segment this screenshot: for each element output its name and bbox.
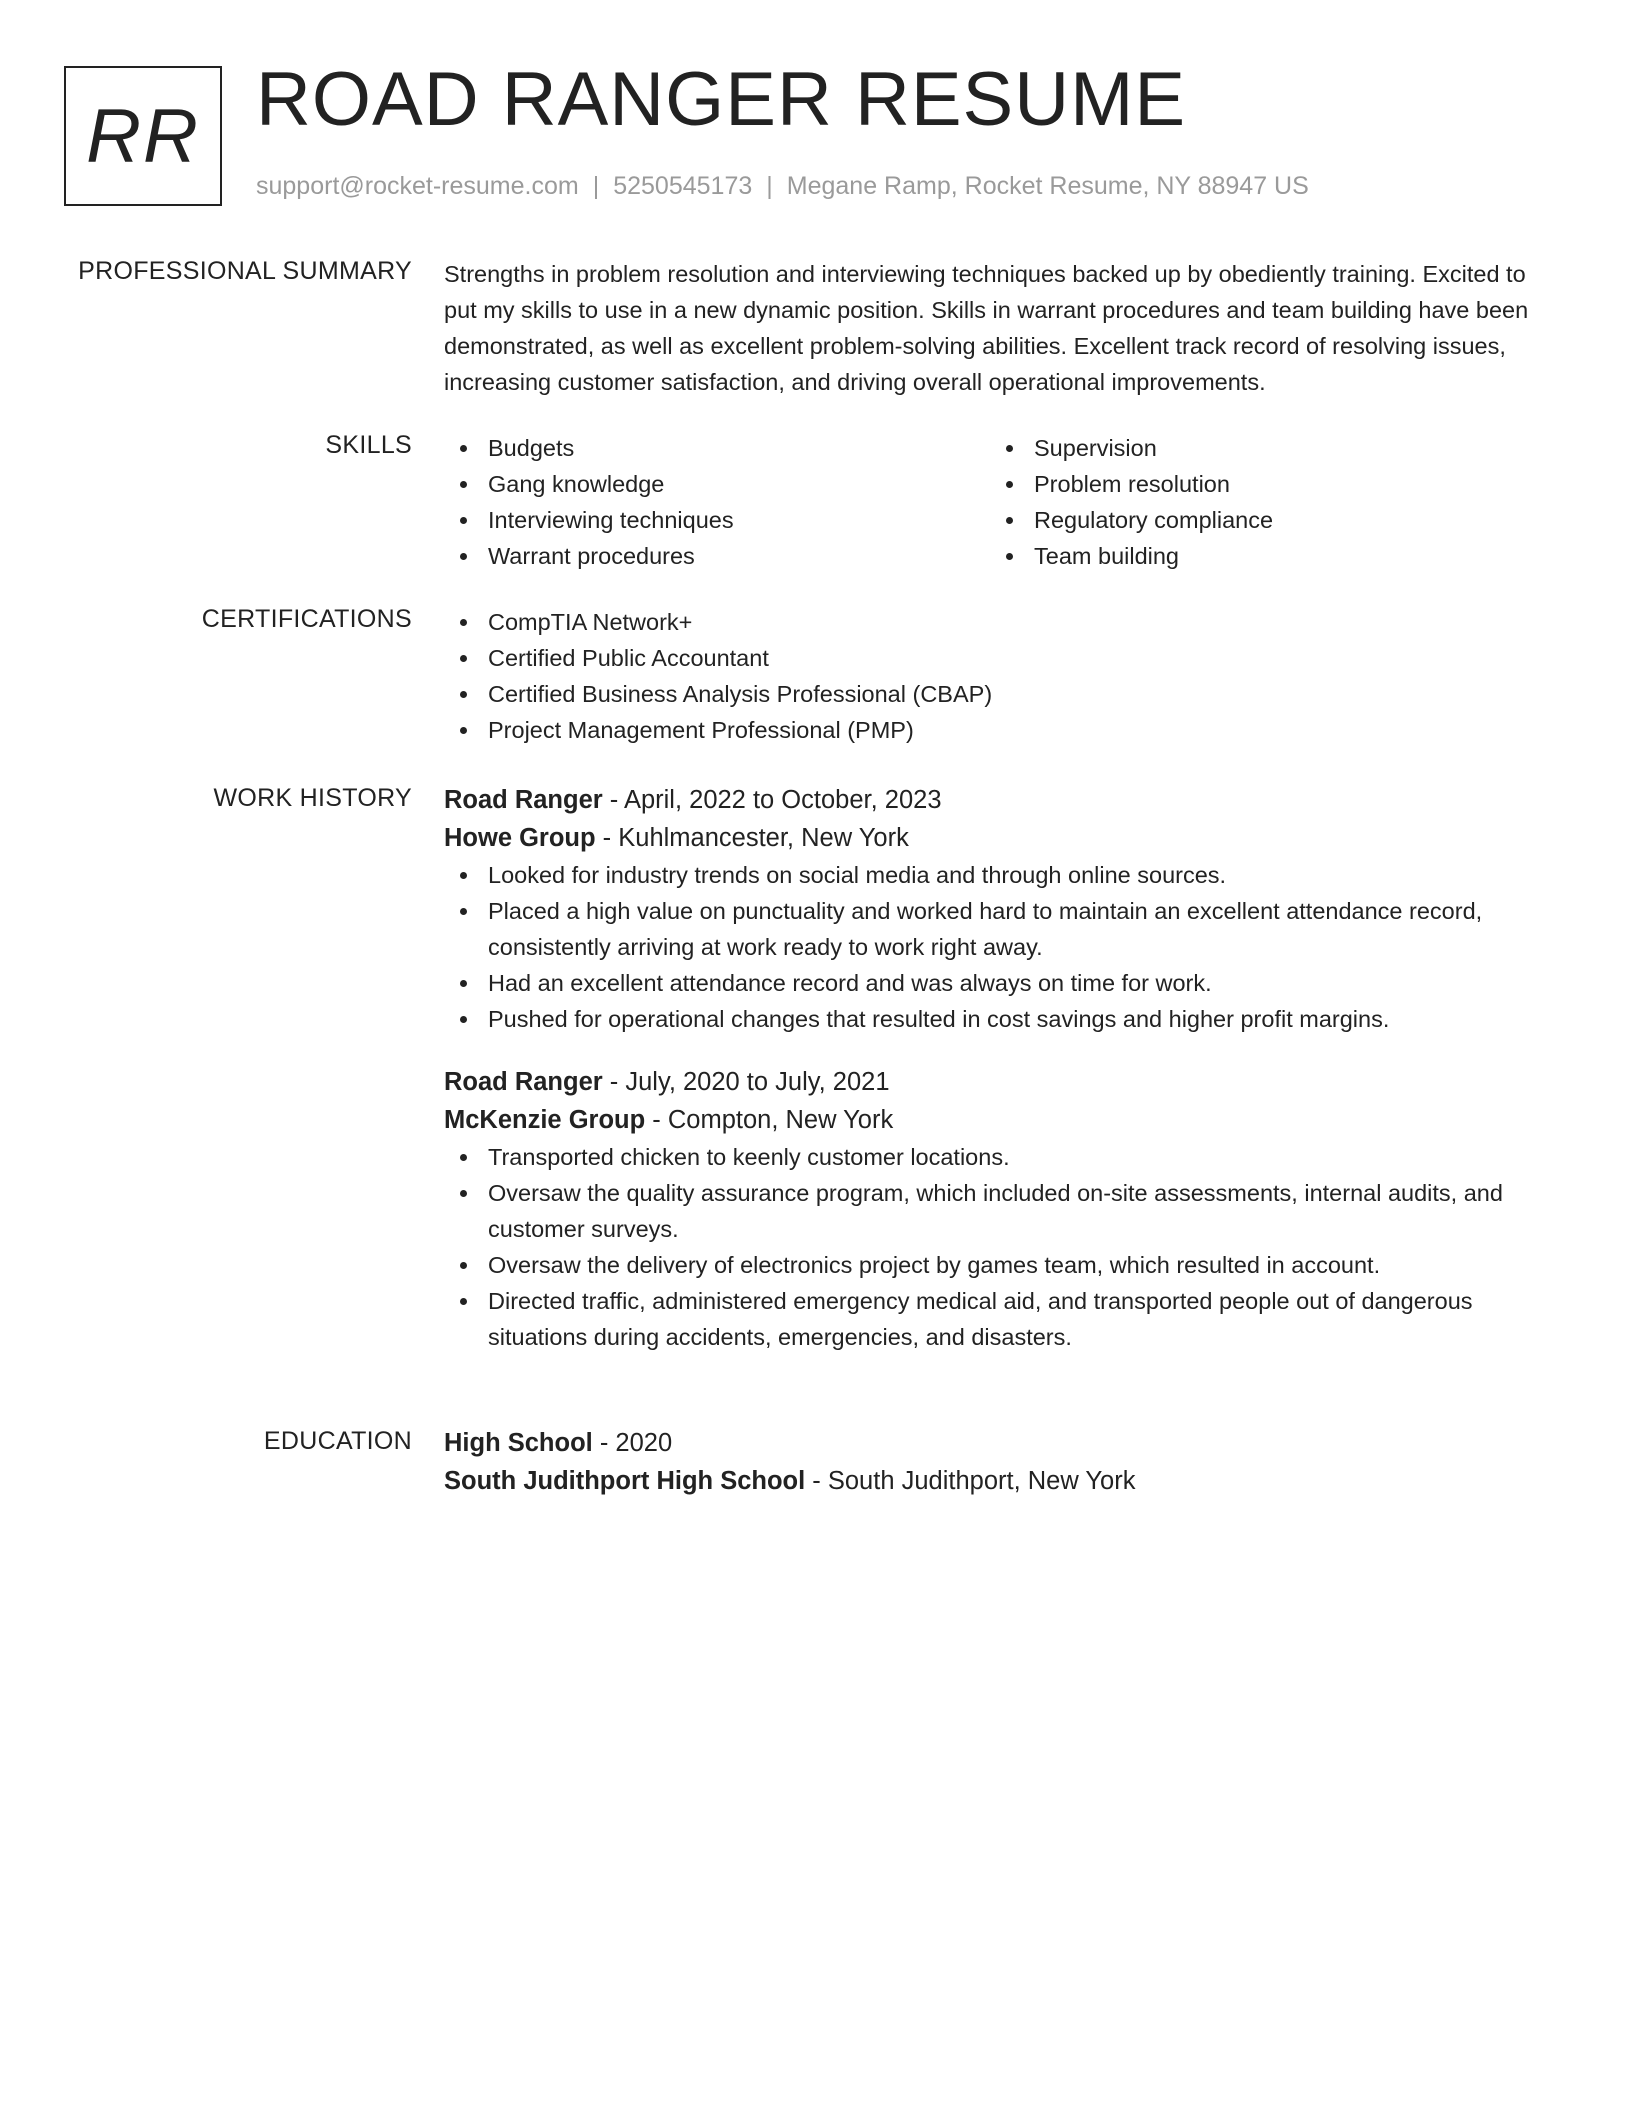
certification-item: Project Management Professional (PMP) xyxy=(444,712,1564,748)
job-title-line xyxy=(444,1063,1564,1101)
skill-item: Supervision xyxy=(990,430,1536,466)
skill-item: Problem resolution xyxy=(990,466,1536,502)
section-body xyxy=(444,1424,1564,1500)
job-role: Road Ranger xyxy=(444,1068,603,1096)
education-year: - 2020 xyxy=(592,1429,673,1457)
skills-list-left xyxy=(444,430,990,574)
section-title: CERTIFICATIONS xyxy=(201,605,412,633)
job-role: Road Ranger xyxy=(444,786,603,814)
job-location: - Compton, New York xyxy=(645,1106,894,1134)
skills-columns xyxy=(444,430,1564,574)
skill-item: Team building xyxy=(990,538,1536,574)
job-entry xyxy=(444,781,1564,1037)
section-title: PROFESSIONAL SUMMARY xyxy=(78,257,412,285)
section-body xyxy=(444,604,1564,748)
skill-item: Budgets xyxy=(444,430,990,466)
job-dates: - July, 2020 to July, 2021 xyxy=(602,1068,890,1096)
job-bullets xyxy=(444,1139,1564,1355)
job-company: McKenzie Group xyxy=(444,1106,646,1134)
contact-line xyxy=(256,172,1309,201)
education-degree-line xyxy=(444,1424,1564,1462)
section-title: WORK HISTORY xyxy=(213,784,412,812)
job-bullet: Transported chicken to keenly customer locations. xyxy=(444,1139,1564,1175)
job-company-line xyxy=(444,1101,1564,1139)
section-body xyxy=(444,781,1564,1355)
job-company-line xyxy=(444,819,1564,857)
section-body xyxy=(444,256,1564,400)
education-degree: High School xyxy=(444,1429,593,1457)
job-bullets xyxy=(444,857,1564,1037)
contact-phone: 5250545173 xyxy=(613,172,753,200)
education-school: South Judithport High School xyxy=(444,1467,806,1495)
job-dates: - April, 2022 to October, 2023 xyxy=(602,786,942,814)
skill-item: Interviewing techniques xyxy=(444,502,990,538)
job-location: - Kuhlmancester, New York xyxy=(595,824,909,852)
education-school-line xyxy=(444,1462,1564,1500)
skill-item: Regulatory compliance xyxy=(990,502,1536,538)
monogram-logo: RR xyxy=(64,66,222,206)
job-entry xyxy=(444,1063,1564,1355)
job-bullet: Looked for industry trends on social media and through online sources. xyxy=(444,857,1564,893)
certifications-list xyxy=(444,604,1564,748)
contact-email: support@rocket-resume.com xyxy=(256,172,579,200)
education-location: - South Judithport, New York xyxy=(805,1467,1136,1495)
job-bullet: Directed traffic, administered emergency medical aid, and transported people out of dangerous situations during accidents, emergencies, and disasters. xyxy=(444,1283,1564,1355)
skill-item: Gang knowledge xyxy=(444,466,990,502)
summary-text: Strengths in problem resolution and interviewing techniques backed up by obediently training. Excited to put my skills to use in a new dynamic position. Skills in warrant procedures and team building have been demonstrated, as well as excellent problem-solving abilities. Excellent track record of resolving issues, increasing customer satisfaction, and driving overall operational improvements. xyxy=(444,261,1529,395)
job-bullet: Oversaw the delivery of electronics project by games team, which resulted in account. xyxy=(444,1247,1564,1283)
contact-separator: | xyxy=(766,172,773,200)
certification-item: CompTIA Network+ xyxy=(444,604,1564,640)
contact-separator: | xyxy=(592,172,600,200)
job-bullet: Placed a high value on punctuality and worked hard to maintain an excellent attendance record, consistently arriving at work ready to work right away. xyxy=(444,893,1564,965)
job-bullet: Had an excellent attendance record and was always on time for work. xyxy=(444,965,1564,1001)
resume-name: ROAD RANGER RESUME xyxy=(256,57,1187,142)
job-bullet: Oversaw the quality assurance program, which included on-site assessments, internal audits, and customer surveys. xyxy=(444,1175,1564,1247)
skills-list-right xyxy=(990,430,1536,574)
skill-item: Warrant procedures xyxy=(444,538,990,574)
job-company: Howe Group xyxy=(444,824,596,852)
certification-item: Certified Business Analysis Professional (CBAP) xyxy=(444,676,1564,712)
section-title: SKILLS xyxy=(325,431,412,459)
contact-address: Megane Ramp, Rocket Resume, NY 88947 US xyxy=(786,172,1309,200)
job-bullet: Pushed for operational changes that resulted in cost savings and higher profit margins. xyxy=(444,1001,1564,1037)
certification-item: Certified Public Accountant xyxy=(444,640,1564,676)
job-title-line xyxy=(444,781,1564,819)
section-title: EDUCATION xyxy=(263,1427,412,1455)
